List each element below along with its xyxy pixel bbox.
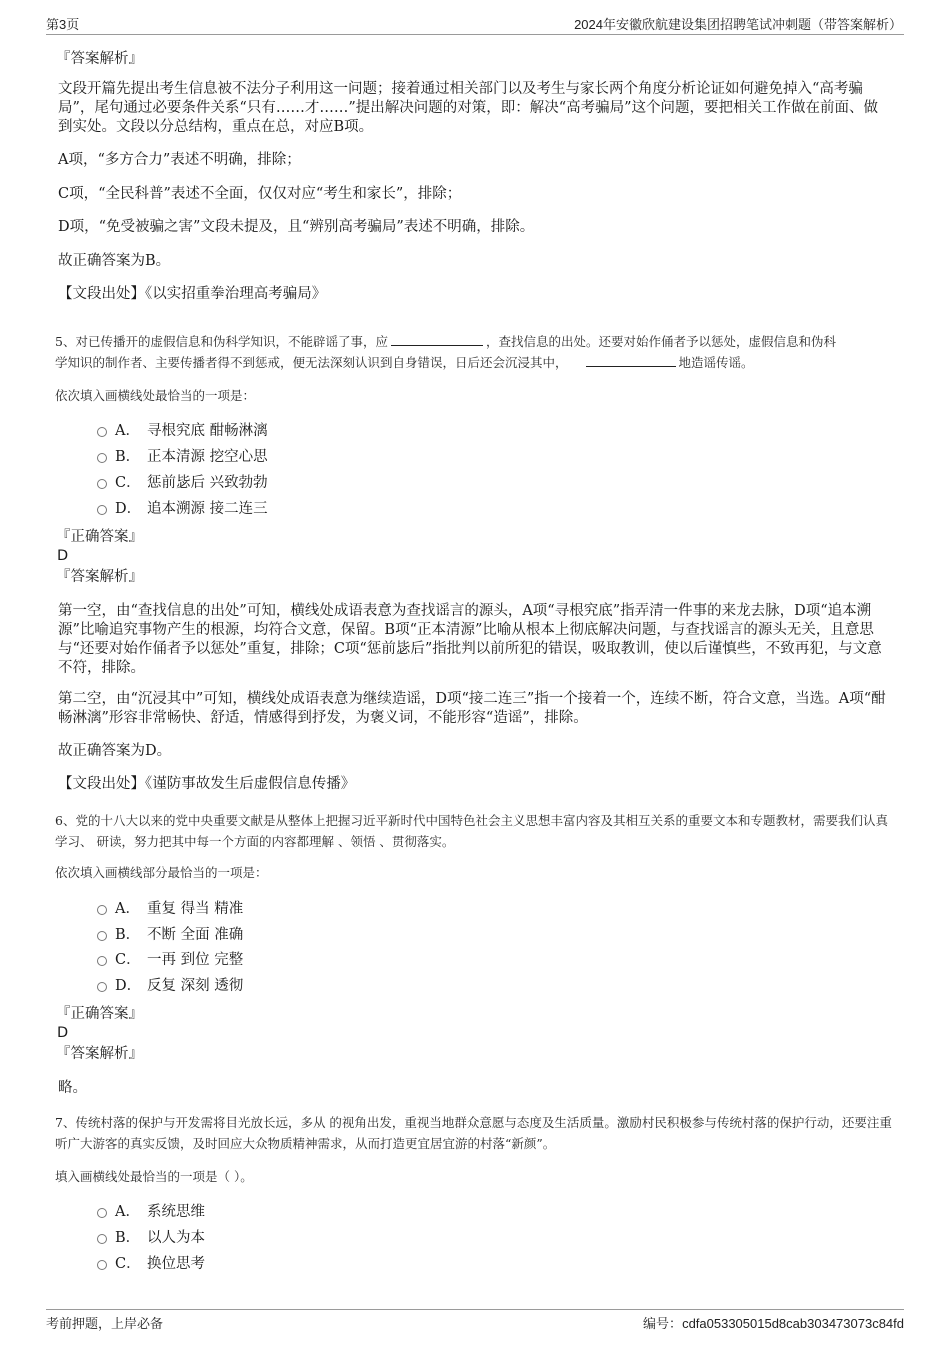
fill-blank [586,354,676,367]
radio-icon[interactable] [97,956,107,966]
radio-icon[interactable] [97,1234,107,1244]
correct-answer: D [57,1025,69,1041]
option-b[interactable]: B． 以人为本 [97,1229,205,1247]
question-stem: 7、传统村落的保护与开发需将目光放长远，多从 的视角出发，重视当地群众意愿与态度及生活质量。激励村民积极参与传统村落的保护行动，还要注重听广大游客的真实反馈，及时回应大众物质精神需求，从而打造更宜居宜游的村落“新颜”。 [55,1115,892,1151]
radio-icon[interactable] [97,453,107,463]
code-label: 编号： [643,1317,683,1332]
option-c[interactable]: C． 换位思考 [97,1255,205,1273]
option-d[interactable]: D． 反复 深刻 透彻 [97,977,243,995]
source-citation: 【文段出处】《以实招重拳治理高考骗局》 [58,286,327,302]
analysis-paragraph: 第一空，由“查找信息的出处”可知，横线处成语表意为查找谣言的源头，A项“寻根究底”指弄清一件事的来龙去脉，D项“追本溯源”比喻追究事物产生的根源，均符合文意，保留。B项“正本清源”比喻从根本上彻底解决问题，与查找谣言的源头无关，且意思与“还要对始作俑者予以惩处”重复，排除；C项“惩前毖后”指批判以前所犯的错误，吸取教训，使以后谨慎些，不致再犯，与文意不符，排除。 [58,603,882,676]
answer-conclusion: 故正确答案为B。 [58,253,171,269]
source-citation: 【文段出处】《谨防事故发生后虚假信息传播》 [58,776,356,792]
correct-answer-label: 『正确答案』 [56,529,143,545]
document-code [643,1313,904,1332]
correct-answer-label: 『正确答案』 [56,1006,143,1022]
document-title: 2024年安徽欣航建设集团招聘笔试冲刺题（带答案解析） [574,17,902,32]
question-prompt: 填入画横线处最恰当的一项是（ ）。 [55,1169,253,1184]
radio-icon[interactable] [97,1208,107,1218]
option-c[interactable]: C． 一再 到位 完整 [97,951,243,969]
option-a[interactable]: A． 寻根究底 酣畅淋漓 [97,422,268,440]
radio-icon[interactable] [97,931,107,941]
answer-analysis-label: 『答案解析』 [56,51,143,67]
question-prompt: 依次填入画横线处最恰当的一项是： [55,388,256,403]
fill-blank [391,333,483,346]
question-stem: 6、党的十八大以来的党中央重要文献是从整体上把握习近平新时代中国特色社会主义思想丰富内容及其相互关系的重要文本和专题教材，需要我们认真学习、 研读，努力把其中每一个方面的内容都理解 、领悟 、贯彻落实。 [55,813,888,849]
analysis-paragraph: A项，“多方合力”表述不明确，排除； [58,152,301,168]
page-number: 第3页 [46,17,80,32]
answer-analysis-label: 『答案解析』 [56,1046,143,1062]
radio-icon[interactable] [97,905,107,915]
header-divider [46,34,904,35]
footer-divider [46,1309,904,1310]
analysis-paragraph: 略。 [58,1080,87,1096]
radio-icon[interactable] [97,427,107,437]
option-b[interactable]: B． 正本清源 挖空心思 [97,448,268,466]
correct-answer: D [57,548,69,564]
answer-analysis-label: 『答案解析』 [56,569,143,585]
question-stem [55,331,895,373]
radio-icon[interactable] [97,505,107,515]
answer-conclusion: 故正确答案为D。 [58,743,172,759]
stem-text: 学知识的制作者、主要传播者得不到惩戒，便无法深刻认识到自身错误，日后还会沉浸其中， [55,355,568,370]
analysis-paragraph: 文段开篇先提出考生信息被不法分子利用这一问题；接着通过相关部门以及考生与家长两个角度分析论证如何避免掉入“高考骗局”，尾句通过必要条件关系“只有……才……”提出解决问题的对策，即：解决“高考骗局”这个问题，要把相关工作做在前面、做到实处。文段以分总结构，重点在总，对应B项。 [58,81,879,135]
code-value: cdfa053305015d8cab303473073c84fd [682,1316,904,1331]
radio-icon[interactable] [97,1260,107,1270]
radio-icon[interactable] [97,479,107,489]
question-prompt: 依次填入画横线部分最恰当的一项是： [55,865,268,880]
analysis-paragraph: C项，“全民科普”表述不全面，仅仅对应“考生和家长”，排除； [58,186,462,202]
radio-icon[interactable] [97,982,107,992]
option-d[interactable]: D． 追本溯源 接二连三 [97,500,268,518]
stem-text: ，查找信息的出处。还要对始作俑者予以惩处，虚假信息和伪科 [485,334,836,349]
option-a[interactable]: A． 重复 得当 精准 [97,900,243,918]
footer-slogan: 考前押题，上岸必备 [46,1317,164,1332]
option-b[interactable]: B． 不断 全面 准确 [97,926,243,944]
stem-text: 地造谣传谣。 [678,355,754,370]
analysis-paragraph: 第二空，由“沉浸其中”可知，横线处成语表意为继续造谣，D项“接二连三”指一个接着一个，连续不断，符合文意，当选。A项“酣畅淋漓”形容非常畅快、舒适，情感得到抒发，为褒义词，不能形容“造谣”，排除。 [58,691,886,726]
stem-text: 5、对已传播开的虚假信息和伪科学知识，不能辟谣了事，应 [55,334,388,349]
option-c[interactable]: C． 惩前毖后 兴致勃勃 [97,474,268,492]
analysis-paragraph: D项，“免受被骗之害”文段未提及，且“辨别高考骗局”表述不明确，排除。 [58,219,535,235]
option-a[interactable]: A． 系统思维 [97,1203,205,1221]
